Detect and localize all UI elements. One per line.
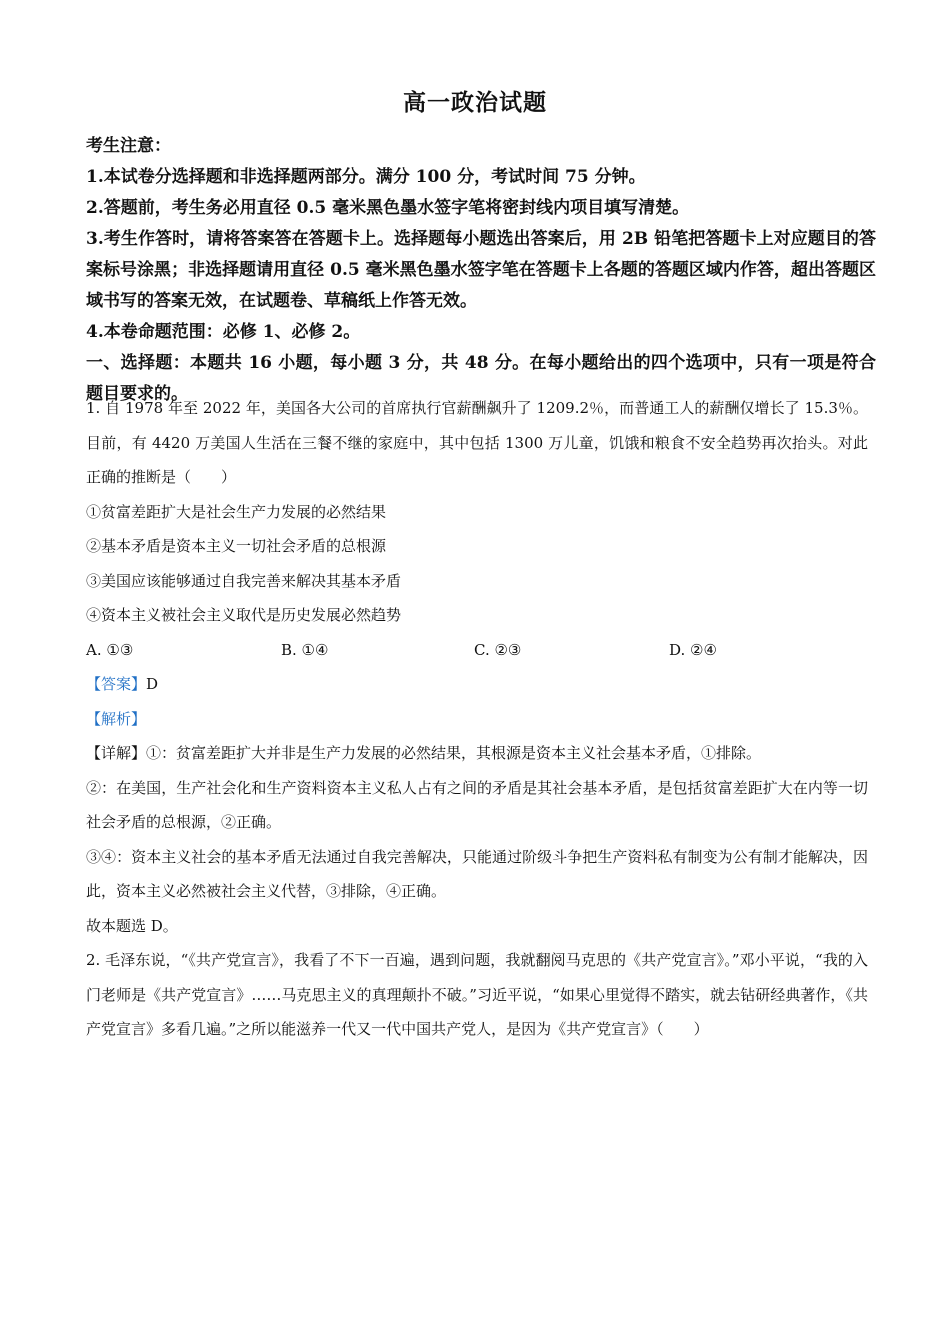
notice-item-1: 1.本试卷分选择题和非选择题两部分。满分 100 分，考试时间 75 分钟。 [86, 167, 646, 187]
section-heading: 一、选择题：本题共 16 小题，每小题 3 分，共 48 分。在每小题给出的四个选项中，只有一项是符合题目要求的。 [86, 353, 876, 404]
question-1-option-2: ②基本矛盾是资本主义一切社会矛盾的总根源 [86, 537, 387, 555]
notice-item-2: 2.答题前，考生务必用直径 0.5 毫米黑色墨水签字笔将密封线内项目填写清楚。 [86, 198, 690, 218]
question-body [86, 391, 868, 1047]
choice-d: D. ②④ [669, 640, 717, 659]
detail-3: ③④：资本主义社会的基本矛盾无法通过自我完善解决，只能通过阶级斗争把生产资料私有制变为公有制才能解决，因此，资本主义必然被社会主义代替，③排除，④正确。 [86, 847, 868, 900]
question-1-stem: 1. 自 1978 年至 2022 年，美国各大公司的首席执行官薪酬飙升了 1209.2％，而普通工人的薪酬仅增长了 15.3％。目前，有 4420 万美国人生活在三餐不继的家庭中，其中包括 1300 万儿童，饥饿和粮食不安全趋势再次抬头。对此正确的推断是（ ） [86, 399, 868, 486]
analysis-label: 【解析】 [86, 709, 147, 728]
answer-label: 【答案】 [86, 675, 147, 693]
choice-a: A. ①③ [86, 640, 134, 659]
choice-c: C. ②③ [474, 640, 522, 659]
question-1-option-3: ③美国应该能够通过自我完善来解决其基本矛盾 [86, 571, 402, 590]
question-1-option-1: ①贫富差距扩大是社会生产力发展的必然结果 [86, 502, 387, 521]
notice-item-3: 3.考生作答时，请将答案答在答题卡上。选择题每小题选出答案后，用 2B 铅笔把答题卡上对应题目的答案标号涂黑；非选择题请用直径 0.5 毫米黑色墨水签字笔在答题卡上各题的答题区域内作答，超出答题区域书写的答案无效，在试题卷、草稿纸上作答无效。 [86, 229, 876, 311]
question-1-choices [86, 633, 868, 668]
notice-heading: 考生注意： [86, 136, 171, 156]
detail-conclusion: 故本题选 D。 [86, 916, 178, 935]
detail-2: ②：在美国，生产社会化和生产资料资本主义私人占有之间的矛盾是其社会基本矛盾，是包括贫富差距扩大在内等一切社会矛盾的总根源，②正确。 [86, 778, 868, 831]
answer-value: D [146, 675, 159, 693]
answer-line [86, 667, 868, 702]
page-title: 高一政治试题 [403, 89, 547, 116]
choice-b: B. ①④ [281, 640, 329, 659]
exam-notice [86, 131, 876, 410]
question-1-option-4: ④资本主义被社会主义取代是历史发展必然趋势 [86, 606, 402, 624]
detail-1: 【详解】①：贫富差距扩大并非是生产力发展的必然结果，其根源是资本主义社会基本矛盾，①排除。 [86, 744, 762, 762]
notice-item-4: 4.本卷命题范围：必修 1、必修 2。 [86, 322, 361, 342]
question-2-stem: 2. 毛泽东说，“《共产党宣言》，我看了不下一百遍，遇到问题，我就翻阅马克思的《共产党宣言》。”邓小平说，“我的入门老师是《共产党宣言》……马克思主义的真理颠扑不破。”习近平说，“如果心里觉得不踏实，就去钻研经典著作，《共产党宣言》多看几遍。”之所以能滋养一代又一代中国共产党人，是因为《共产党宣言》（ ） [86, 951, 868, 1038]
